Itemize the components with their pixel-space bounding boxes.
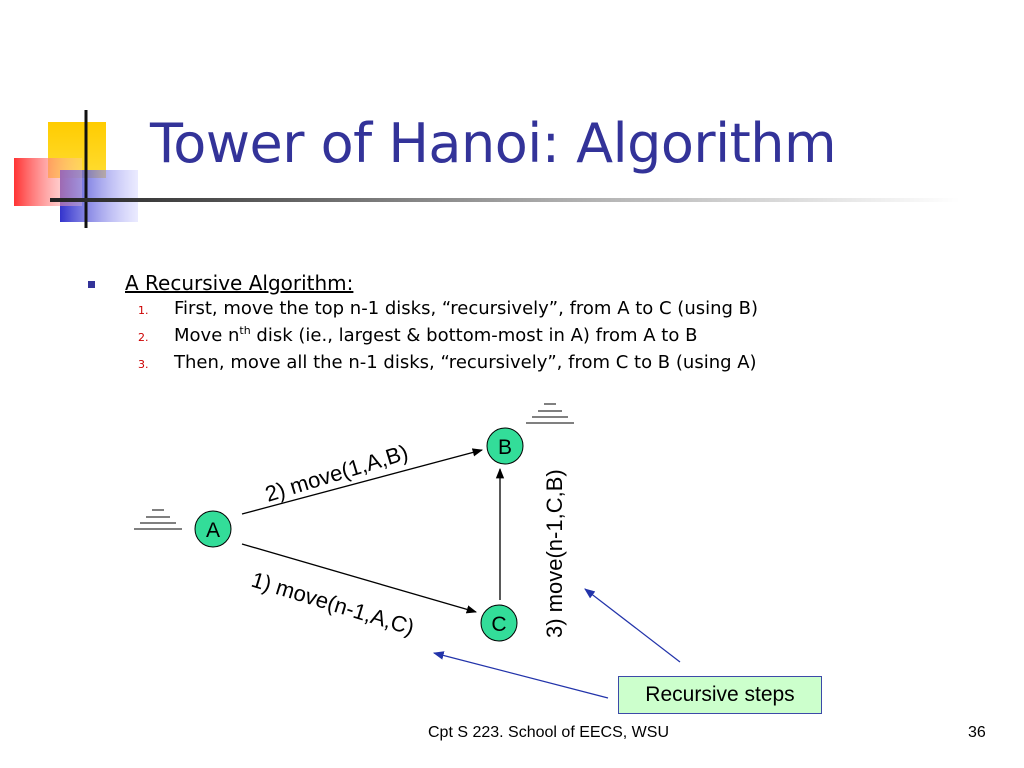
step-text-part: Move n (174, 325, 240, 346)
slide-title: Tower of Hanoi: Algorithm (150, 112, 837, 175)
node-a-label: A (205, 519, 221, 542)
recursive-steps-callout: Recursive steps (618, 676, 822, 714)
footer-course: Cpt S 223. School of EECS, WSU (428, 724, 669, 741)
step-text-part: disk (ie., largest & bottom-most in A) from A to B (250, 325, 698, 346)
callout-arrow-1 (585, 589, 680, 662)
node-c-label: C (491, 613, 507, 636)
step-number: 2. (138, 331, 149, 344)
node-b (487, 428, 523, 464)
edge-label-cb: 3) move(n-1,C,B) (542, 469, 567, 638)
step-text: First, move the top n-1 disks, “recursively”, from A to C (using B) (174, 298, 759, 319)
node-c (481, 605, 517, 641)
superscript: th (239, 324, 251, 337)
edge-label-ab: 2) move(1,A,B) (262, 439, 411, 507)
disk-stack-a (134, 510, 182, 529)
node-a (195, 511, 231, 547)
edge-label-ac: 1) move(n-1,A,C) (248, 566, 418, 641)
step-number: 1. (138, 304, 149, 317)
page-number: 36 (968, 724, 986, 741)
step-text: Then, move all the n-1 disks, “recursively”, from C to B (using A) (174, 352, 757, 373)
callout-arrow-2 (434, 653, 608, 698)
bullet-heading: A Recursive Algorithm: (125, 271, 354, 295)
node-b-label: B (497, 436, 513, 459)
step-number: 3. (138, 358, 149, 371)
disk-stack-b (526, 404, 574, 423)
